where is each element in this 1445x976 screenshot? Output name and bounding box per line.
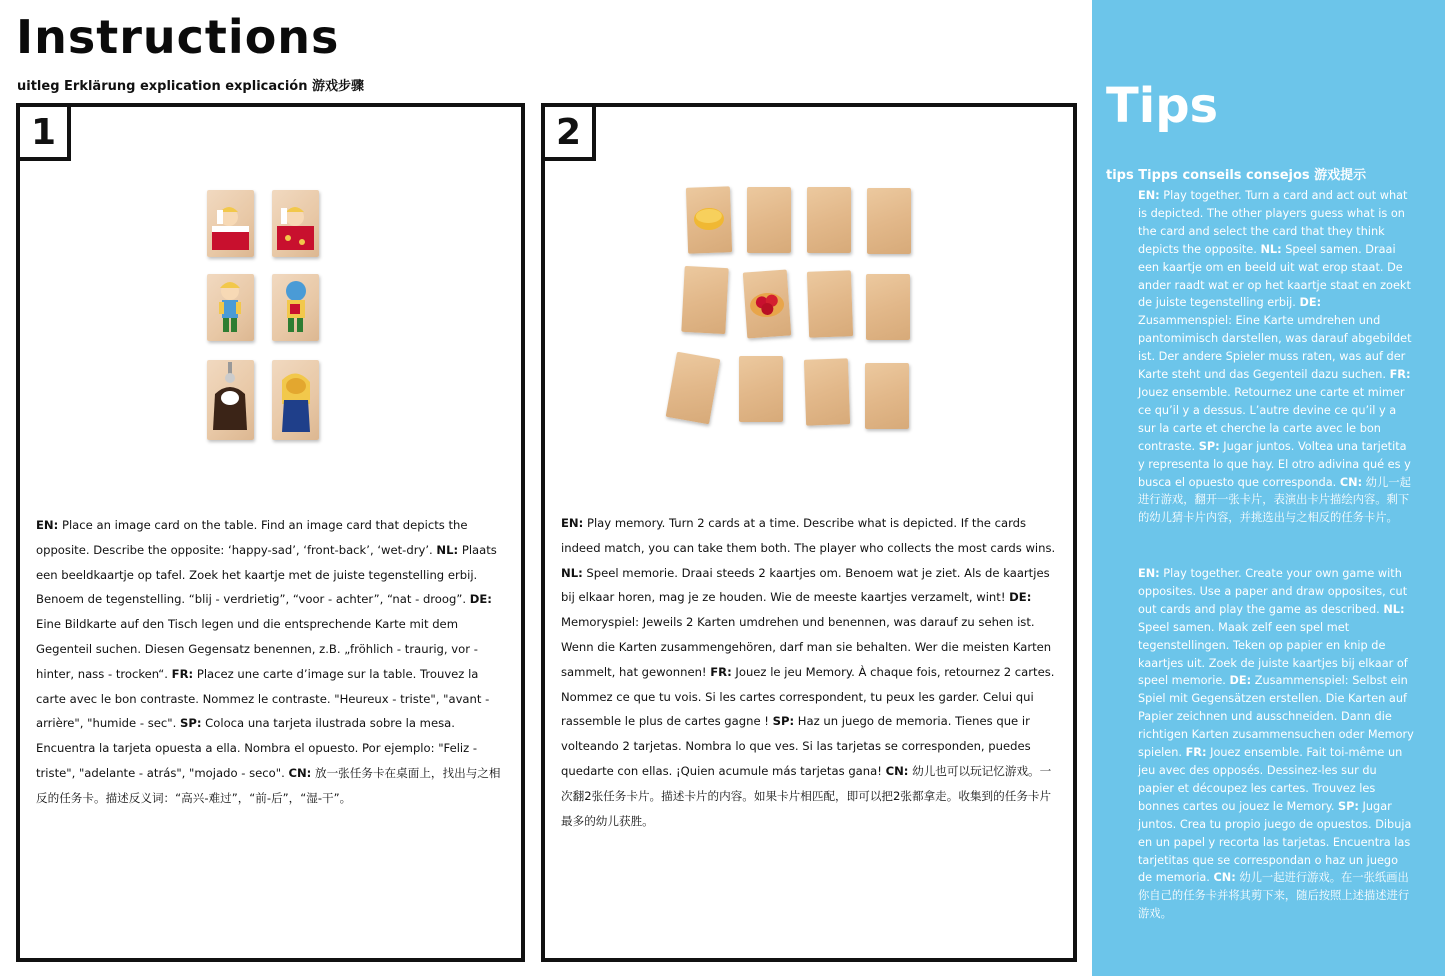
instruction-segment: 幼儿也可以玩记忆游戏。一次翻2张任务卡片。描述卡片的内容。如果卡片相匹配，即可以把2张都拿走。收集到的任务卡片最多的幼儿获胜。 xyxy=(561,763,1052,828)
card-wet-hair xyxy=(207,360,254,440)
tip-segment: Jouez ensemble. Fait toi-même un jeu avec des opposés. Dessinez-les sur du papier et découpez les cartes. Trouvez les bonnes cartes ou jouez le Memory. xyxy=(1138,746,1403,813)
wood-card xyxy=(747,187,791,253)
instruction-text-2 xyxy=(561,511,1061,833)
lang-label: SP: xyxy=(1338,799,1359,813)
card-boy-back xyxy=(272,274,319,341)
lang-label: DE: xyxy=(1009,590,1032,605)
instruction-text-1 xyxy=(36,513,510,811)
instruction-segment: Speel memorie. Draai steeds 2 kaartjes om. Benoem wat je ziet. Als de kaartjes bij elkaar horen, mag je ze houden. Wie de meeste kaartjes verzamelt, wint! xyxy=(561,565,1050,605)
tip-segment: Speel samen. Draai een kaartje om en beeld uit wat erop staat. De ander raadt wat er op het kaartje staat en zoekt de juiste tegenstelling erbij. xyxy=(1138,242,1411,310)
lang-label: FR: xyxy=(171,666,194,681)
lang-label: NL: xyxy=(436,542,459,557)
instruction-segment: Place an image card on the table. Find an image card that depicts the opposite. Describe the opposite: ‘happy-sad’, ‘front-back’, ‘wet-dry’. xyxy=(36,518,468,557)
card-boy-front xyxy=(207,274,254,341)
instruction-panel-1 xyxy=(16,103,525,962)
lang-label: NL: xyxy=(1260,242,1282,256)
tip-segment: 幼儿一起进行游戏，翻开一张卡片，表演出卡片描绘内容。剩下的幼儿猜卡片内容，并挑选出与之相反的任务卡片。 xyxy=(1138,475,1411,525)
wood-card xyxy=(804,358,850,425)
tip-block-1 xyxy=(1138,187,1414,527)
wood-card xyxy=(666,352,721,425)
wood-card xyxy=(866,274,910,340)
instruction-segment: Placez une carte d’image sur la table. Trouvez la carte avec le bon contraste. Nommez le contraste. "Heureux - triste", "avant - arrière", "humide - sec". xyxy=(36,666,490,731)
card-sleeping-baby-happy xyxy=(272,190,319,257)
wood-card-strawberries xyxy=(743,270,791,339)
wood-card xyxy=(865,363,909,429)
instruction-segment: Plaats een beeldkaartje op tafel. Zoek het kaartje met de juiste tegenstelling erbij. Benoem de tegenstelling. “blij - verdrietig”, “voor - achter”, “nat - droog”. xyxy=(36,542,497,607)
lang-label: EN: xyxy=(561,516,584,530)
instruction-segment: Jouez le jeu Memory. À chaque fois, retournez 2 cartes. Nommez ce que tu vois. Si les cartes correspondent, tu peux les garder. Celui qui rassemble le plus de cartes gagne ! xyxy=(561,664,1055,729)
tip-block-2 xyxy=(1138,565,1414,923)
lang-label: CN: xyxy=(885,763,909,778)
wood-card xyxy=(739,356,783,422)
lang-label: FR: xyxy=(1185,746,1207,760)
wood-card xyxy=(867,188,911,254)
lang-label: SP: xyxy=(1198,439,1220,453)
card-sleeping-baby-sad xyxy=(207,190,254,257)
instruction-segment: Play memory. Turn 2 cards at a time. Describe what is depicted. If the cards indeed match, you can take them both. The player who collects the most cards wins. xyxy=(561,516,1056,555)
tips-title: Tips xyxy=(1106,78,1219,134)
tip-segment: Play together. Turn a card and act out what is depicted. The other players guess what is on the card and select the card that they think depicts the opposite. xyxy=(1138,189,1408,256)
lang-label: NL: xyxy=(1383,602,1405,616)
lang-label: CN: xyxy=(288,765,312,780)
tip-segment: Speel samen. Maak zelf een spel met tegenstellingen. Teken op papier en knip de kaartjes uit. Zoek de juiste kaartjes bij elkaar of speel memorie. xyxy=(1138,620,1408,688)
lang-label: FR: xyxy=(1389,368,1411,382)
lang-label: EN: xyxy=(1138,567,1160,580)
lang-label: DE: xyxy=(1229,674,1252,688)
step-number-2: 2 xyxy=(541,103,596,161)
wood-card xyxy=(681,266,728,334)
tip-segment: Jouez ensemble. Retournez une carte et mimer ce qu’il y a dessus. L’autre devine ce qu’il y a sur la carte et cherche la carte avec le bon contraste. xyxy=(1138,385,1405,453)
lang-label: EN: xyxy=(36,518,59,532)
lang-label: DE: xyxy=(1299,296,1322,310)
instruction-segment: 放一张任务卡在桌面上，找出与之相反的任务卡。描述反义词：“高兴-难过”，“前-后”，“湿-干”。 xyxy=(36,765,501,805)
lang-label: SP: xyxy=(772,714,795,729)
tip-segment: Play together. Create your own game with opposites. Use a paper and draw opposites, cut out cards and play the game as described. xyxy=(1138,567,1408,616)
tip-segment: Jugar juntos. Voltea una tarjetita y representa lo que hay. El otro adivina qué es y busca el opuesto que corresponda. xyxy=(1138,439,1411,489)
instruction-segment: Eine Bildkarte auf den Tisch legen und die entsprechende Karte mit dem Gegenteil suchen. Diesen Gegensatz benennen, z.B. „fröhlich - traurig, vor - hinter, nass - trocken“. xyxy=(36,617,478,681)
step-number-1: 1 xyxy=(16,103,71,161)
card-dry-hair xyxy=(272,360,319,440)
lang-label: CN: xyxy=(1213,871,1236,885)
instruction-segment: Haz un juego de memoria. Tienes que ir volteando 2 tarjetas. Nombra lo que ves. Si las tarjetas se corresponden, puedes quedarte con ellas. ¡Quien acumule más tarjetas gana! xyxy=(561,714,1031,778)
wood-card-cheese xyxy=(686,186,732,253)
lang-label: FR: xyxy=(710,664,732,679)
tip-segment: Zusammenspiel: Eine Karte umdrehen und pantomimisch darstellen, was darauf abgebildet ist. Der andere Spieler muss raten, was auf der Karte steht und das Gegenteil dazu suchen. xyxy=(1138,314,1412,382)
page-subtitle: uitleg Erklärung explication explicación 游戏步骤 xyxy=(17,79,365,94)
instruction-panel-2 xyxy=(541,103,1077,962)
lang-label: CN: xyxy=(1339,475,1363,489)
page-title: Instructions xyxy=(16,10,340,64)
tip-segment: 幼儿一起进行游戏。在一张纸画出你自己的任务卡并将其剪下来，随后按照上述描述进行游戏。 xyxy=(1138,871,1410,921)
instruction-segment: Coloca una tarjeta ilustrada sobre la mesa. Encuentra la tarjeta opuesta a ella. Nombra el opuesto. Por ejemplo: "Feliz - triste", "adelante - atrás", "mojado - seco". xyxy=(36,716,478,780)
tip-segment: Zusammenspiel: Selbst ein Spiel mit Gegensätzen erstellen. Die Karten auf Papier zeichnen und ausschneiden. Dann die richtigen Karten zusammensuchen oder Memory spielen. xyxy=(1138,674,1414,760)
lang-label: SP: xyxy=(179,716,202,731)
tips-sidebar xyxy=(1092,0,1445,976)
tip-segment: Jugar juntos. Crea tu propio juego de opuestos. Dibuja en un papel y recorta las tarjetas. Encuentra las tarjetitas que se correspondan o haz un juego de memoria. xyxy=(1138,799,1412,885)
wood-card xyxy=(807,270,853,337)
lang-label: NL: xyxy=(561,565,583,580)
tips-subtitle: tips Tipps conseils consejos 游戏提示 xyxy=(1106,168,1367,183)
instruction-segment: Memoryspiel: Jeweils 2 Karten umdrehen und benennen, was darauf zu sehen ist. Wenn die Karten zusammengehören, darf man sie behalten. Wer die meisten Karten sammelt, hat gewonnen! xyxy=(561,615,1052,679)
lang-label: DE: xyxy=(469,592,492,607)
wood-card xyxy=(807,187,851,253)
lang-label: EN: xyxy=(1138,189,1160,202)
